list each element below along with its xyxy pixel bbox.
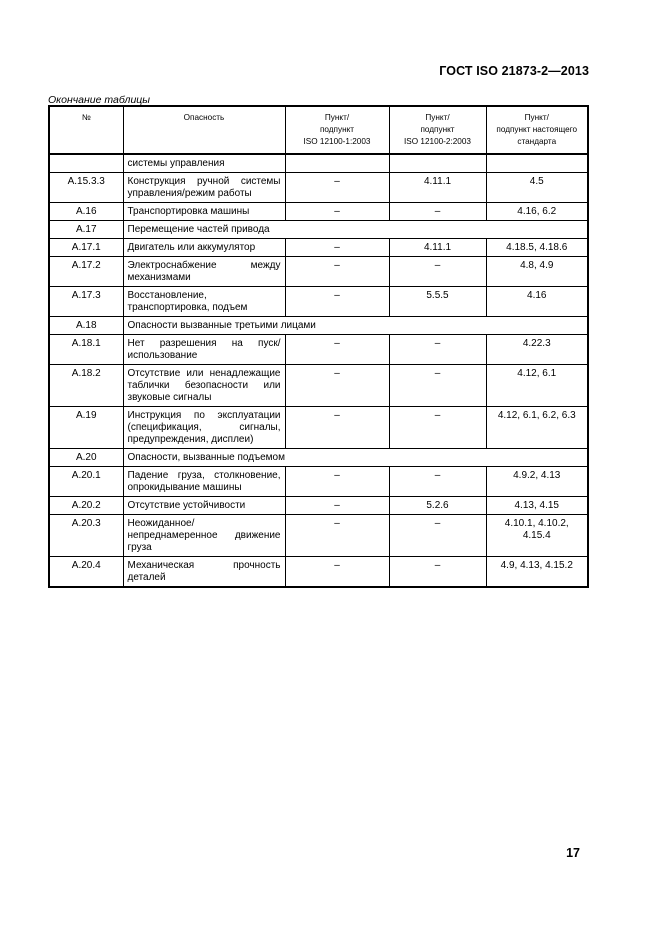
cell-p2: – (389, 335, 486, 365)
column-header: Пункт/ подпункт ISO 12100-1:2003 (285, 106, 389, 154)
cell-hazard: Транспортировка машины (123, 203, 285, 221)
cell-p2: 4.11.1 (389, 239, 486, 257)
cell-hazard: Нет разрешения на пуск/использование (123, 335, 285, 365)
table-row (49, 287, 588, 317)
cell-hazard: Конструкция ручной системы управления/режим работы (123, 173, 285, 203)
table-row (49, 497, 588, 515)
column-header: Пункт/ подпункт настоящего стандарта (486, 106, 588, 154)
cell-hazard: Падение груза, столкновение, опрокидывание машины (123, 467, 285, 497)
cell-hazard: Опасности вызванные третьими лицами (123, 317, 588, 335)
table-row (49, 335, 588, 365)
column-header: № (49, 106, 123, 154)
cell-p3: 4.12, 6.1 (486, 365, 588, 407)
table-row (49, 467, 588, 497)
cell-hazard: Инструкция по эксплуатации (спецификация, сигналы, предупреждения, дисплеи) (123, 407, 285, 449)
cell-p3: 4.16, 6.2 (486, 203, 588, 221)
cell-hazard: Перемещение частей привода (123, 221, 588, 239)
cell-no: А.19 (49, 407, 123, 449)
cell-no (49, 154, 123, 173)
cell-p3 (486, 154, 588, 173)
cell-p1: – (285, 335, 389, 365)
hazard-table (48, 105, 589, 588)
cell-no: А.17.2 (49, 257, 123, 287)
cell-hazard: Электроснабжение между механизмами (123, 257, 285, 287)
table-row (49, 407, 588, 449)
cell-no: А.18.1 (49, 335, 123, 365)
cell-p1: – (285, 557, 389, 588)
table-header-row (49, 106, 588, 154)
cell-p3: 4.18.5, 4.18.6 (486, 239, 588, 257)
cell-hazard: Опасности, вызванные подъемом (123, 449, 588, 467)
table-row (49, 449, 588, 467)
document-id: ГОСТ ISO 21873-2—2013 (439, 64, 589, 78)
cell-no: А.15.3.3 (49, 173, 123, 203)
cell-hazard: Отсутствие или ненадлежащие таблички безопасности или звуковые сигналы (123, 365, 285, 407)
cell-p3: 4.8, 4.9 (486, 257, 588, 287)
cell-p3: 4.16 (486, 287, 588, 317)
cell-no: А.18.2 (49, 365, 123, 407)
table-row (49, 365, 588, 407)
cell-p1: – (285, 407, 389, 449)
cell-p2: – (389, 557, 486, 588)
cell-p1: – (285, 287, 389, 317)
cell-no: А.17 (49, 221, 123, 239)
page-number: 17 (566, 846, 580, 860)
table-row (49, 221, 588, 239)
cell-p1: – (285, 173, 389, 203)
table-row (49, 173, 588, 203)
cell-no: А.20.2 (49, 497, 123, 515)
cell-p2: 4.11.1 (389, 173, 486, 203)
cell-no: А.20.1 (49, 467, 123, 497)
cell-p2: – (389, 203, 486, 221)
cell-p2: – (389, 515, 486, 557)
cell-p2: 5.5.5 (389, 287, 486, 317)
cell-p2 (389, 154, 486, 173)
cell-hazard: Отсутствие устойчивости (123, 497, 285, 515)
table-caption: Окончание таблицы (48, 94, 151, 106)
cell-no: А.20 (49, 449, 123, 467)
column-header: Опасность (123, 106, 285, 154)
cell-no: А.18 (49, 317, 123, 335)
cell-no: А.20.4 (49, 557, 123, 588)
cell-p3: 4.5 (486, 173, 588, 203)
cell-p3: 4.9, 4.13, 4.15.2 (486, 557, 588, 588)
cell-p2: – (389, 257, 486, 287)
column-header: Пункт/ подпункт ISO 12100-2:2003 (389, 106, 486, 154)
cell-hazard: Восстановление, транспортировка, подъем (123, 287, 285, 317)
cell-no: А.16 (49, 203, 123, 221)
cell-no: А.17.1 (49, 239, 123, 257)
table-row (49, 257, 588, 287)
table-row (49, 557, 588, 588)
table-row (49, 203, 588, 221)
table-row (49, 317, 588, 335)
cell-no: А.17.3 (49, 287, 123, 317)
table-row (49, 239, 588, 257)
cell-p1: – (285, 467, 389, 497)
cell-p1: – (285, 497, 389, 515)
cell-p2: – (389, 467, 486, 497)
table-row (49, 515, 588, 557)
cell-p3: 4.13, 4.15 (486, 497, 588, 515)
cell-p1: – (285, 515, 389, 557)
cell-p3: 4.22.3 (486, 335, 588, 365)
cell-hazard: Двигатель или аккумулятор (123, 239, 285, 257)
table-body (49, 154, 588, 587)
cell-p1 (285, 154, 389, 173)
cell-no: А.20.3 (49, 515, 123, 557)
cell-p3: 4.10.1, 4.10.2, 4.15.4 (486, 515, 588, 557)
cell-p1: – (285, 239, 389, 257)
cell-hazard: Механическая прочность деталей (123, 557, 285, 588)
cell-p1: – (285, 365, 389, 407)
table-row (49, 154, 588, 173)
cell-hazard: Неожиданное/ непреднамеренное движение груза (123, 515, 285, 557)
cell-hazard: системы управления (123, 154, 285, 173)
cell-p1: – (285, 257, 389, 287)
cell-p2: – (389, 365, 486, 407)
cell-p2: – (389, 407, 486, 449)
cell-p3: 4.12, 6.1, 6.2, 6.3 (486, 407, 588, 449)
cell-p1: – (285, 203, 389, 221)
cell-p3: 4.9.2, 4.13 (486, 467, 588, 497)
cell-p2: 5.2.6 (389, 497, 486, 515)
